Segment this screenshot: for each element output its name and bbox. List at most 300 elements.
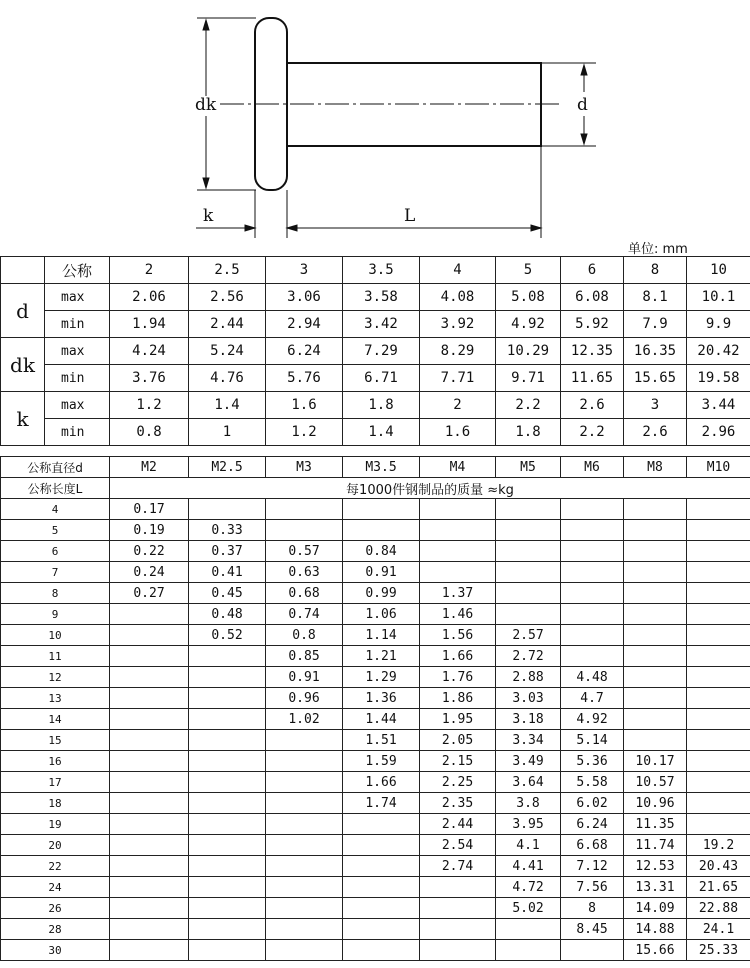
mass-row	[1, 604, 750, 625]
mass-row	[1, 541, 750, 562]
mass-value-cell	[687, 646, 750, 667]
mass-value-cell: 10.17	[624, 751, 687, 772]
mass-value-cell	[266, 877, 343, 898]
dims-value-cell: 5.24	[189, 338, 266, 365]
dims-row	[1, 392, 750, 419]
mass-row	[1, 730, 750, 751]
mass-value-cell	[420, 898, 496, 919]
dims-value-cell: 6.71	[343, 365, 420, 392]
dims-value-cell: 7.29	[343, 338, 420, 365]
mass-value-cell: 3.03	[496, 688, 561, 709]
mass-value-cell: 7.56	[561, 877, 624, 898]
mass-length-cell: 10	[1, 625, 110, 646]
mass-value-cell: 3.8	[496, 793, 561, 814]
dims-sub-label: max	[45, 338, 110, 365]
dims-value-cell: 8.29	[420, 338, 496, 365]
mass-value-cell	[343, 856, 420, 877]
mass-value-cell: 0.96	[266, 688, 343, 709]
dims-row	[1, 365, 750, 392]
mass-value-cell	[687, 520, 750, 541]
label-k: k	[203, 206, 214, 226]
dims-value-cell: 3.44	[687, 392, 750, 419]
mass-row	[1, 814, 750, 835]
dims-value-cell: 15.65	[624, 365, 687, 392]
mass-value-cell	[343, 520, 420, 541]
mass-value-cell	[496, 919, 561, 940]
mass-value-cell	[110, 814, 189, 835]
dims-header-cell: 5	[496, 257, 561, 284]
dims-value-cell: 2.6	[561, 392, 624, 419]
mass-length-cell: 30	[1, 940, 110, 961]
dims-row	[1, 338, 750, 365]
dims-value-cell: 10.1	[687, 284, 750, 311]
dims-group-k: k	[1, 392, 45, 446]
mass-value-cell	[420, 520, 496, 541]
dims-value-cell: 1.8	[343, 392, 420, 419]
mass-row	[1, 793, 750, 814]
dims-header-cell: 6	[561, 257, 624, 284]
mass-value-cell: 1.59	[343, 751, 420, 772]
mass-value-cell: 0.74	[266, 604, 343, 625]
mass-length-cell: 17	[1, 772, 110, 793]
dims-value-cell: 5.76	[266, 365, 343, 392]
mass-value-cell: 3.34	[496, 730, 561, 751]
mass-value-cell: 0.22	[110, 541, 189, 562]
mass-value-cell	[189, 793, 266, 814]
mass-value-cell	[687, 751, 750, 772]
mass-value-cell	[496, 604, 561, 625]
mass-value-cell: 2.15	[420, 751, 496, 772]
dims-value-cell: 2.2	[561, 419, 624, 446]
mass-value-cell: 8.45	[561, 919, 624, 940]
mass-value-cell: 1.02	[266, 709, 343, 730]
dims-value-cell: 5.92	[561, 311, 624, 338]
mass-value-cell	[624, 625, 687, 646]
mass-length-cell: 14	[1, 709, 110, 730]
mass-value-cell	[624, 520, 687, 541]
mass-value-cell: 1.46	[420, 604, 496, 625]
mass-value-cell: 5.02	[496, 898, 561, 919]
mass-length-cell: 24	[1, 877, 110, 898]
dims-value-cell: 1.6	[420, 419, 496, 446]
dims-sub-label: min	[45, 311, 110, 338]
mass-length-cell: 28	[1, 919, 110, 940]
mass-value-cell: 1.37	[420, 583, 496, 604]
mass-table	[0, 456, 750, 961]
mass-value-cell	[110, 898, 189, 919]
mass-value-cell	[420, 562, 496, 583]
dims-value-cell: 3.76	[110, 365, 189, 392]
mass-value-cell: 11.35	[624, 814, 687, 835]
mass-value-cell: 2.54	[420, 835, 496, 856]
mass-value-cell: 3.18	[496, 709, 561, 730]
mass-value-cell: 6.02	[561, 793, 624, 814]
mass-value-cell	[189, 877, 266, 898]
mass-value-cell	[110, 625, 189, 646]
mass-value-cell	[687, 814, 750, 835]
mass-value-cell: 14.88	[624, 919, 687, 940]
mass-value-cell	[420, 877, 496, 898]
mass-value-cell	[266, 898, 343, 919]
mass-value-cell: 0.41	[189, 562, 266, 583]
mass-value-cell	[110, 856, 189, 877]
mass-header-cell: M2.5	[189, 457, 266, 478]
dims-header-cell: 4	[420, 257, 496, 284]
mass-row	[1, 940, 750, 961]
mass-row	[1, 919, 750, 940]
label-d: d	[577, 95, 588, 115]
dims-value-cell: 3.42	[343, 311, 420, 338]
mass-value-cell	[496, 562, 561, 583]
mass-value-cell	[561, 583, 624, 604]
mass-value-cell: 0.48	[189, 604, 266, 625]
mass-value-cell: 0.84	[343, 541, 420, 562]
mass-value-cell: 0.17	[110, 499, 189, 520]
mass-value-cell	[343, 877, 420, 898]
mass-value-cell: 0.63	[266, 562, 343, 583]
mass-value-cell	[266, 793, 343, 814]
mass-row	[1, 709, 750, 730]
dims-value-cell: 4.76	[189, 365, 266, 392]
mass-value-cell	[496, 520, 561, 541]
mass-value-cell	[687, 499, 750, 520]
mass-value-cell: 0.99	[343, 583, 420, 604]
mass-value-cell: 25.33	[687, 940, 750, 961]
mass-value-cell: 2.35	[420, 793, 496, 814]
mass-value-cell	[110, 730, 189, 751]
mass-value-cell	[266, 835, 343, 856]
mass-length-cell: 12	[1, 667, 110, 688]
mass-header-cell: M8	[624, 457, 687, 478]
mass-value-cell	[343, 940, 420, 961]
mass-value-cell: 4.92	[561, 709, 624, 730]
mass-length-cell: 26	[1, 898, 110, 919]
mass-value-cell	[266, 520, 343, 541]
mass-value-cell	[110, 877, 189, 898]
dims-value-cell: 10.29	[496, 338, 561, 365]
dims-value-cell: 1	[189, 419, 266, 446]
mass-value-cell	[189, 499, 266, 520]
mass-value-cell	[189, 667, 266, 688]
dims-value-cell: 1.2	[266, 419, 343, 446]
mass-value-cell	[343, 835, 420, 856]
mass-value-cell: 1.21	[343, 646, 420, 667]
mass-value-cell: 0.68	[266, 583, 343, 604]
mass-value-cell: 2.74	[420, 856, 496, 877]
dims-sub-label: max	[45, 392, 110, 419]
mass-value-cell	[189, 898, 266, 919]
mass-value-cell: 1.66	[420, 646, 496, 667]
mass-value-cell: 13.31	[624, 877, 687, 898]
mass-length-cell: 18	[1, 793, 110, 814]
mass-value-cell: 6.68	[561, 835, 624, 856]
dims-value-cell: 2.2	[496, 392, 561, 419]
mass-value-cell: 5.36	[561, 751, 624, 772]
mass-row	[1, 646, 750, 667]
dims-header-cell: 3	[266, 257, 343, 284]
dims-sub-label: min	[45, 365, 110, 392]
mass-value-cell: 7.12	[561, 856, 624, 877]
mass-value-cell: 0.37	[189, 541, 266, 562]
mass-value-cell: 4.48	[561, 667, 624, 688]
mass-value-cell	[687, 583, 750, 604]
mass-value-cell	[561, 940, 624, 961]
dims-value-cell: 9.9	[687, 311, 750, 338]
mass-value-cell: 20.43	[687, 856, 750, 877]
mass-value-cell	[189, 688, 266, 709]
dims-value-cell: 0.8	[110, 419, 189, 446]
mass-value-cell	[266, 499, 343, 520]
mass-value-cell	[266, 940, 343, 961]
mass-value-cell	[420, 940, 496, 961]
mass-value-cell: 1.29	[343, 667, 420, 688]
mass-value-cell: 1.44	[343, 709, 420, 730]
mass-value-cell	[496, 583, 561, 604]
mass-row	[1, 625, 750, 646]
mass-length-cell: 7	[1, 562, 110, 583]
mass-length-cell: 20	[1, 835, 110, 856]
dims-value-cell: 2.06	[110, 284, 189, 311]
mass-value-cell	[624, 499, 687, 520]
mass-value-cell	[110, 772, 189, 793]
mass-row	[1, 856, 750, 877]
mass-value-cell	[189, 919, 266, 940]
mass-value-cell	[110, 940, 189, 961]
mass-value-cell: 6.24	[561, 814, 624, 835]
dims-row	[1, 284, 750, 311]
mass-value-cell: 2.72	[496, 646, 561, 667]
dims-value-cell: 4.92	[496, 311, 561, 338]
dims-value-cell: 2.96	[687, 419, 750, 446]
dims-value-cell: 3.92	[420, 311, 496, 338]
mass-row	[1, 751, 750, 772]
mass-header-cell: M4	[420, 457, 496, 478]
mass-value-cell: 1.95	[420, 709, 496, 730]
mass-value-cell: 2.25	[420, 772, 496, 793]
mass-value-cell	[624, 604, 687, 625]
dims-header-label: 公称	[45, 257, 110, 284]
mass-value-cell: 2.88	[496, 667, 561, 688]
mass-value-cell	[687, 709, 750, 730]
mass-header-cell: M3.5	[343, 457, 420, 478]
mass-length-cell: 13	[1, 688, 110, 709]
mass-value-cell	[266, 856, 343, 877]
mass-value-cell	[189, 730, 266, 751]
mass-row	[1, 835, 750, 856]
dims-value-cell: 7.71	[420, 365, 496, 392]
mass-length-cell: 4	[1, 499, 110, 520]
mass-header-row	[1, 457, 750, 478]
mass-value-cell: 1.66	[343, 772, 420, 793]
dims-value-cell: 9.71	[496, 365, 561, 392]
mass-length-cell: 16	[1, 751, 110, 772]
mass-value-cell: 19.2	[687, 835, 750, 856]
dims-value-cell: 16.35	[624, 338, 687, 365]
mass-value-cell	[687, 793, 750, 814]
mass-value-cell: 0.24	[110, 562, 189, 583]
mass-value-cell: 1.86	[420, 688, 496, 709]
mass-value-cell: 1.06	[343, 604, 420, 625]
mass-length-cell: 11	[1, 646, 110, 667]
mass-row	[1, 583, 750, 604]
mass-row	[1, 520, 750, 541]
mass-value-cell	[687, 541, 750, 562]
dims-value-cell: 19.58	[687, 365, 750, 392]
mass-value-cell	[110, 919, 189, 940]
mass-value-cell	[561, 604, 624, 625]
mass-header-cell: M3	[266, 457, 343, 478]
dims-sub-label: max	[45, 284, 110, 311]
dims-value-cell: 8.1	[624, 284, 687, 311]
mass-len-label: 公称长度L	[1, 478, 110, 499]
mass-value-cell	[624, 583, 687, 604]
mass-value-cell: 15.66	[624, 940, 687, 961]
mass-value-cell: 0.19	[110, 520, 189, 541]
mass-value-cell: 14.09	[624, 898, 687, 919]
dims-value-cell: 1.6	[266, 392, 343, 419]
mass-value-cell: 0.27	[110, 583, 189, 604]
mass-value-cell	[189, 646, 266, 667]
dims-value-cell: 2	[420, 392, 496, 419]
dims-row	[1, 311, 750, 338]
mass-value-cell	[687, 667, 750, 688]
dims-value-cell: 2.6	[624, 419, 687, 446]
mass-length-cell: 15	[1, 730, 110, 751]
mass-value-cell	[687, 562, 750, 583]
mass-value-cell: 0.57	[266, 541, 343, 562]
dims-value-cell: 4.08	[420, 284, 496, 311]
unit-label: 单位: mm	[628, 242, 688, 257]
mass-value-cell: 3.49	[496, 751, 561, 772]
mass-value-cell	[687, 604, 750, 625]
dims-value-cell: 1.94	[110, 311, 189, 338]
mass-value-cell	[189, 751, 266, 772]
mass-row	[1, 688, 750, 709]
mass-value-cell	[266, 919, 343, 940]
mass-row	[1, 898, 750, 919]
mass-value-cell: 1.74	[343, 793, 420, 814]
mass-value-cell	[189, 835, 266, 856]
dims-value-cell: 2.94	[266, 311, 343, 338]
mass-value-cell: 8	[561, 898, 624, 919]
dims-sub-label: min	[45, 419, 110, 446]
mass-value-cell	[266, 751, 343, 772]
mass-value-cell	[496, 541, 561, 562]
mass-value-cell	[110, 751, 189, 772]
mass-value-cell	[561, 625, 624, 646]
dims-value-cell: 4.24	[110, 338, 189, 365]
dims-value-cell: 20.42	[687, 338, 750, 365]
mass-value-cell	[561, 646, 624, 667]
dims-value-cell: 1.2	[110, 392, 189, 419]
dims-value-cell: 2.44	[189, 311, 266, 338]
mass-value-cell	[687, 688, 750, 709]
mass-value-cell: 12.53	[624, 856, 687, 877]
mass-value-cell	[110, 793, 189, 814]
mass-row	[1, 667, 750, 688]
dims-corner	[1, 257, 45, 284]
mass-value-cell: 0.91	[343, 562, 420, 583]
mass-value-cell: 11.74	[624, 835, 687, 856]
mass-diam-label: 公称直径d	[1, 457, 110, 478]
mass-header-cell: M5	[496, 457, 561, 478]
mass-value-cell	[624, 709, 687, 730]
mass-value-cell	[343, 499, 420, 520]
dims-header-cell: 10	[687, 257, 750, 284]
mass-value-cell	[624, 667, 687, 688]
dims-value-cell: 1.4	[189, 392, 266, 419]
mass-value-cell	[561, 499, 624, 520]
mass-value-cell: 22.88	[687, 898, 750, 919]
mass-value-cell	[189, 856, 266, 877]
mass-value-cell	[624, 562, 687, 583]
mass-value-cell	[496, 940, 561, 961]
mass-value-cell: 4.1	[496, 835, 561, 856]
mass-value-cell	[110, 646, 189, 667]
dims-header-cell: 2	[110, 257, 189, 284]
mass-value-cell	[189, 814, 266, 835]
mass-value-cell: 1.76	[420, 667, 496, 688]
mass-value-cell	[343, 814, 420, 835]
mass-value-cell	[496, 499, 561, 520]
mass-length-cell: 9	[1, 604, 110, 625]
mass-value-cell: 2.44	[420, 814, 496, 835]
mass-length-cell: 8	[1, 583, 110, 604]
mass-value-cell: 4.41	[496, 856, 561, 877]
label-dk: dk	[195, 95, 217, 115]
mass-value-cell	[624, 730, 687, 751]
mass-value-cell: 2.57	[496, 625, 561, 646]
dims-value-cell: 3	[624, 392, 687, 419]
mass-value-cell: 10.96	[624, 793, 687, 814]
mass-row	[1, 562, 750, 583]
mass-value-cell	[189, 772, 266, 793]
dims-value-cell: 2.56	[189, 284, 266, 311]
mass-header-cell: M6	[561, 457, 624, 478]
mass-value-cell	[687, 730, 750, 751]
rivet-drawing	[0, 0, 750, 240]
mass-value-cell	[110, 667, 189, 688]
dims-value-cell: 6.24	[266, 338, 343, 365]
mass-caption: 每1000件钢制品的质量 ≈kg	[110, 478, 750, 499]
dims-value-cell: 5.08	[496, 284, 561, 311]
dims-group-d: d	[1, 284, 45, 338]
mass-value-cell: 0.33	[189, 520, 266, 541]
mass-value-cell	[624, 541, 687, 562]
dims-value-cell: 1.8	[496, 419, 561, 446]
mass-caption-row	[1, 478, 750, 499]
mass-value-cell	[624, 646, 687, 667]
dims-header-row	[1, 257, 750, 284]
mass-value-cell	[110, 688, 189, 709]
mass-value-cell: 1.14	[343, 625, 420, 646]
dims-value-cell: 3.06	[266, 284, 343, 311]
dims-header-cell: 3.5	[343, 257, 420, 284]
mass-value-cell	[266, 730, 343, 751]
mass-value-cell	[110, 709, 189, 730]
dimension-table	[0, 256, 750, 446]
mass-value-cell	[420, 919, 496, 940]
mass-value-cell	[343, 919, 420, 940]
mass-value-cell: 21.65	[687, 877, 750, 898]
mass-value-cell: 0.91	[266, 667, 343, 688]
dims-value-cell: 6.08	[561, 284, 624, 311]
mass-value-cell	[561, 541, 624, 562]
mass-value-cell	[420, 541, 496, 562]
dims-value-cell: 11.65	[561, 365, 624, 392]
dims-header-cell: 8	[624, 257, 687, 284]
mass-value-cell	[110, 835, 189, 856]
